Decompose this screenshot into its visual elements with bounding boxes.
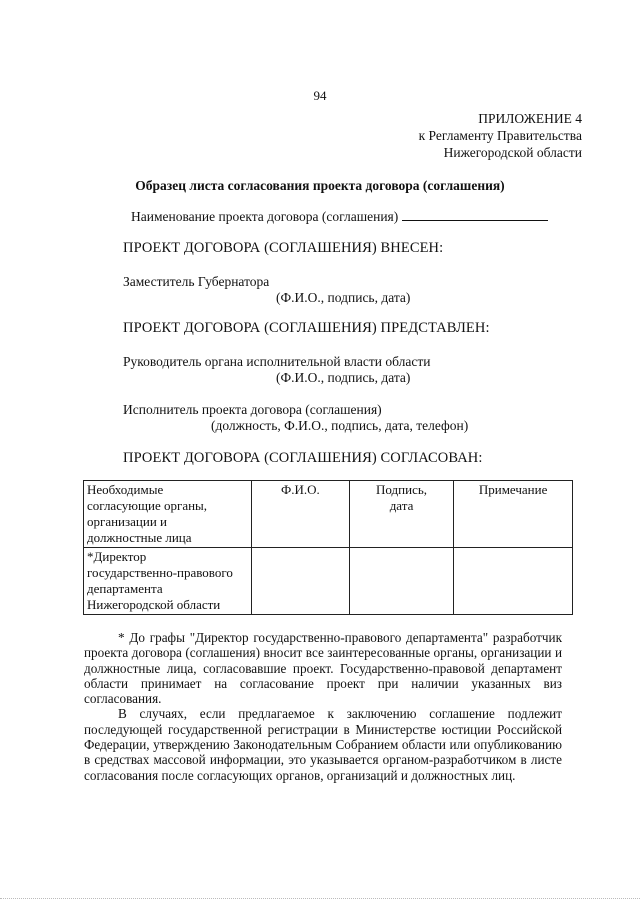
cell-note-empty (454, 548, 573, 615)
cell-director-line: департамента (87, 581, 163, 596)
submitted-role: Заместитель Губернатора (123, 274, 270, 289)
footnote-block (84, 630, 562, 783)
project-name-label: Наименование проекта договора (соглашения) (131, 209, 399, 224)
cell-fio-empty (251, 548, 349, 615)
appendix-block (419, 110, 582, 161)
submitted-hint: (Ф.И.О., подпись, дата) (276, 290, 411, 305)
footnote-paragraph-1: * До графы "Директор государственно-правового департамента" разработчик проекта договора (соглашения) вносит все заинтересованные органы, организации и должностные лица, согласовавшие проект. Государственно-правовой департамент области принимает на согласование проект при наличии указанных виз согласования. (84, 630, 562, 707)
header-organs-line: Необходимые (87, 482, 164, 497)
header-organs-line: должностные лица (87, 530, 192, 545)
cell-director-line: *Директор (87, 549, 147, 564)
cell-director-line: Нижегородской области (87, 597, 221, 612)
appendix-regulation: к Регламенту Правительства (418, 128, 582, 143)
presented-hint: (Ф.И.О., подпись, дата) (276, 370, 411, 385)
approval-table (83, 480, 573, 615)
agreed-heading: ПРОЕКТ ДОГОВОРА (СОГЛАШЕНИЯ) СОГЛАСОВАН: (123, 450, 483, 466)
header-signature-line: дата (389, 498, 414, 513)
page-number: 94 (313, 88, 327, 103)
header-organs (84, 481, 252, 548)
appendix-region: Нижегородской области (443, 145, 582, 160)
form-title: Образец листа согласования проекта договора (соглашения) (135, 178, 505, 193)
header-organs-line: согласующие органы, (87, 498, 208, 513)
executor-hint: (должность, Ф.И.О., подпись, дата, телефон) (211, 418, 469, 433)
header-organs-line: организации и (87, 514, 167, 529)
submitted-heading: ПРОЕКТ ДОГОВОРА (СОГЛАШЕНИЯ) ВНЕСЕН: (123, 240, 444, 256)
presented-role: Руководитель органа исполнительной власти области (123, 354, 431, 369)
cell-signature-empty (349, 548, 453, 615)
scan-edge-line (0, 898, 640, 899)
presented-heading: ПРОЕКТ ДОГОВОРА (СОГЛАШЕНИЯ) ПРЕДСТАВЛЕН: (123, 320, 490, 336)
table-row (84, 548, 573, 615)
project-name-blank (402, 208, 548, 221)
executor-role: Исполнитель проекта договора (соглашения) (123, 402, 382, 417)
header-fio: Ф.И.О. (251, 481, 349, 548)
project-name-row (131, 208, 548, 225)
header-signature-line: Подпись, (376, 482, 428, 497)
header-signature (349, 481, 453, 548)
footnote-paragraph-2: В случаях, если предлагаемое к заключению соглашение подлежит последующей государственной регистрации в Министерстве юстиции Российской Федерации, утверждению Законодательным Собранием области или опубликованию в средствах массовой информации, это указывается органом-разработчиком в листе согласования после согласующих органов, организаций и должностных лиц. (84, 706, 562, 783)
cell-director (84, 548, 252, 615)
table-header-row (84, 481, 573, 548)
header-note: Примечание (454, 481, 573, 548)
appendix-title: ПРИЛОЖЕНИЕ 4 (478, 111, 582, 126)
cell-director-line: государственно-правового (87, 565, 233, 580)
